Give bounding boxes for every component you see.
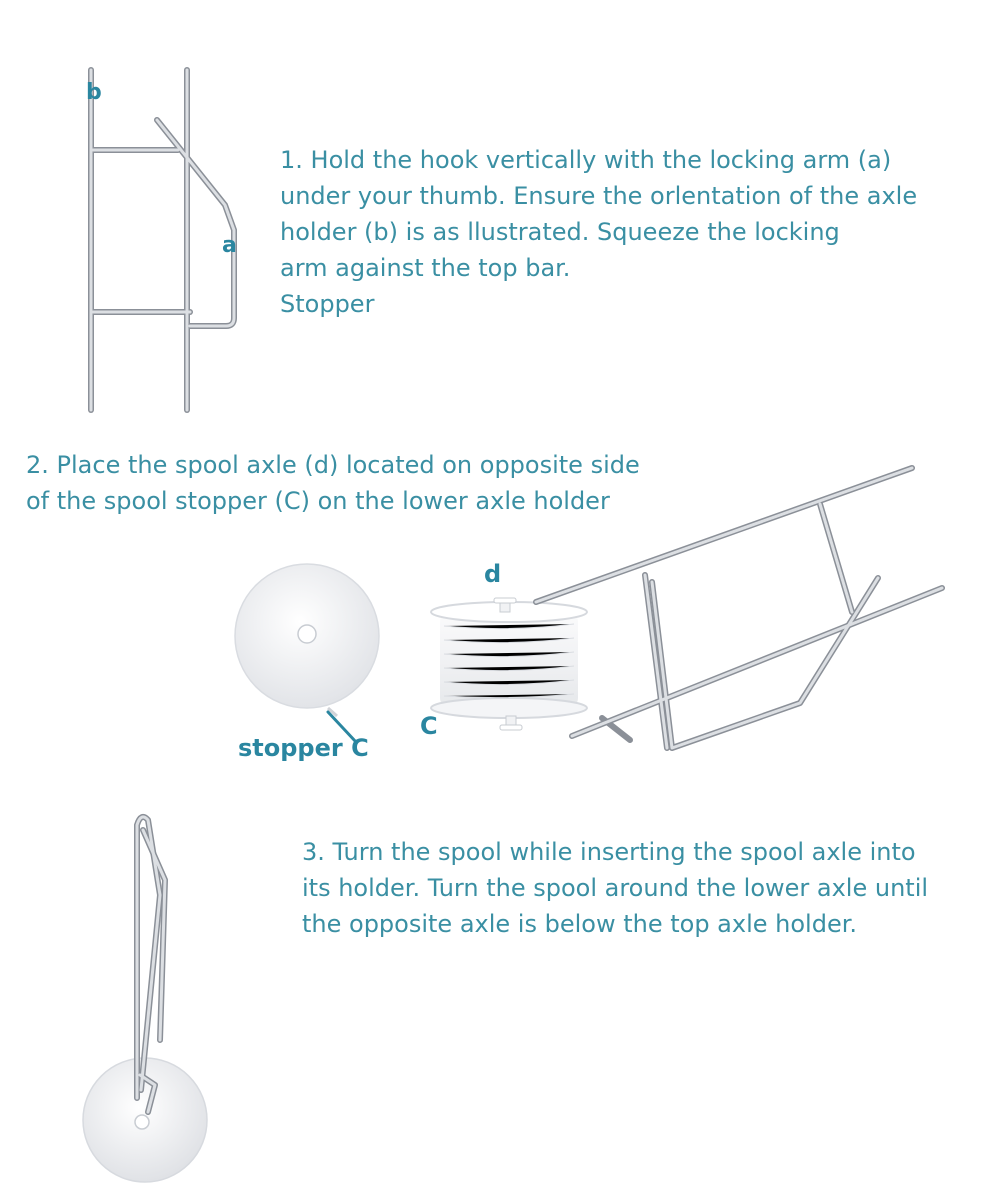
step3-line-1: 3. Turn the spool while inserting the spool axle into: [302, 838, 916, 866]
label-d: d: [484, 560, 502, 588]
label-c: C: [420, 712, 438, 740]
label-b: b: [86, 80, 102, 105]
step1-line-5: Stopper: [280, 290, 375, 318]
step1-line-4: arm against the top bar.: [280, 254, 571, 282]
step1-line-2: under your thumb. Ensure the orlentation of the axle: [280, 182, 918, 210]
step3-line-2: its holder. Turn the spool around the lower axle until: [302, 874, 929, 902]
step2-line-2: of the spool stopper (C) on the lower axle holder: [26, 487, 610, 515]
label-a: a: [222, 233, 237, 258]
label-stopper-c: stopper C: [238, 734, 369, 762]
step3-line-3: the opposite axle is below the top axle holder.: [302, 910, 858, 938]
step3-instructions: [302, 834, 928, 942]
step1-line-1: 1. Hold the hook vertically with the locking arm (a): [280, 146, 892, 174]
step2-line-1: 2. Place the spool axle (d) located on opposite side: [26, 451, 640, 479]
step1-line-3: holder (b) is as llustrated. Squeeze the locking: [280, 218, 840, 246]
